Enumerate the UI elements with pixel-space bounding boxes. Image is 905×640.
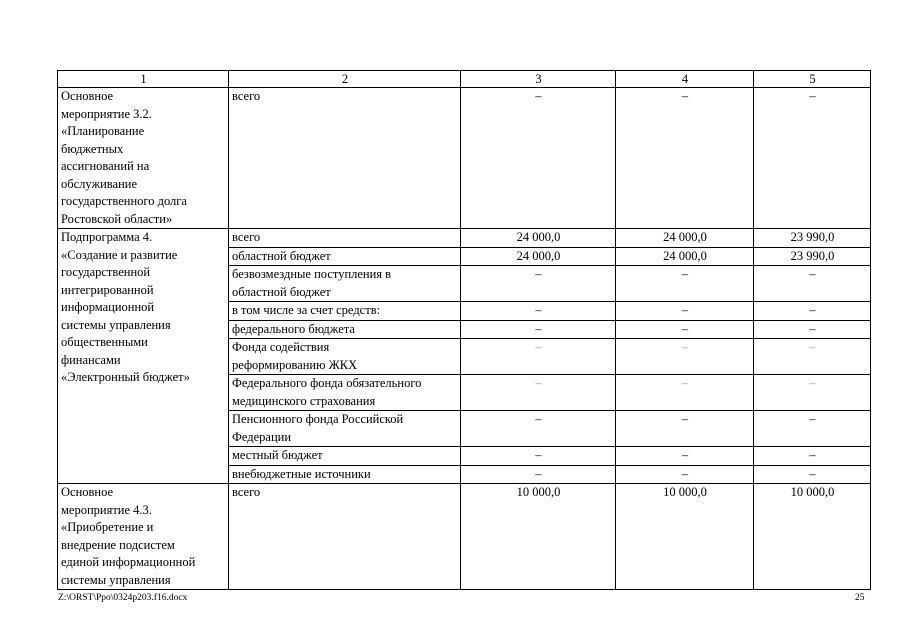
value-cell-col4: –: [616, 302, 754, 321]
funding-source-cell: в том числе за счет средств:: [229, 302, 461, 321]
footer-file-path: Z:\ORST\Ppo\0324p203.f16.docx: [58, 593, 188, 603]
value-cell-col3: –: [461, 375, 616, 411]
value-cell-col4: 10 000,0: [616, 484, 754, 590]
table-row: [58, 88, 871, 229]
value-cell-col3: –: [461, 411, 616, 447]
value-cell-col5: 23 990,0: [754, 247, 871, 266]
value-cell-col3: 24 000,0: [461, 229, 616, 248]
value-cell-col5: –: [754, 88, 871, 229]
value-cell-col5: –: [754, 302, 871, 321]
value-cell-col3: 10 000,0: [461, 484, 616, 590]
budget-table: [57, 70, 871, 590]
table-row: [58, 229, 871, 248]
table-body: [58, 88, 871, 590]
value-cell-col5: 10 000,0: [754, 484, 871, 590]
value-cell-col4: –: [616, 411, 754, 447]
funding-source-cell: всего: [229, 229, 461, 248]
value-cell-col4: –: [616, 320, 754, 339]
value-cell-col4: –: [616, 339, 754, 375]
value-cell-col3: 24 000,0: [461, 247, 616, 266]
funding-source-cell: Пенсионного фонда Российской Федерации: [229, 411, 461, 447]
column-header-3: 3: [461, 71, 616, 88]
funding-source-cell: всего: [229, 88, 461, 229]
value-cell-col4: –: [616, 88, 754, 229]
funding-source-cell: федерального бюджета: [229, 320, 461, 339]
header-row: [58, 71, 871, 88]
value-cell-col5: –: [754, 447, 871, 466]
value-cell-col5: –: [754, 411, 871, 447]
funding-source-cell: Федерального фонда обязательного медицинского страхования: [229, 375, 461, 411]
column-header-1: 1: [58, 71, 229, 88]
funding-source-cell: местный бюджет: [229, 447, 461, 466]
funding-source-cell: Фонда содействия реформированию ЖКХ: [229, 339, 461, 375]
value-cell-col5: –: [754, 375, 871, 411]
value-cell-col4: 24 000,0: [616, 229, 754, 248]
value-cell-col3: –: [461, 302, 616, 321]
value-cell-col5: 23 990,0: [754, 229, 871, 248]
value-cell-col3: –: [461, 88, 616, 229]
value-cell-col4: –: [616, 266, 754, 302]
column-header-4: 4: [616, 71, 754, 88]
program-name-cell: Основное мероприятие 3.2. «Планирование бюджетных ассигнований на обслуживание государственного долга Ростовской области»: [58, 88, 229, 229]
table-row: [58, 484, 871, 590]
column-header-5: 5: [754, 71, 871, 88]
footer-page-number: 25: [855, 593, 865, 603]
value-cell-col3: –: [461, 447, 616, 466]
program-name-cell: Основное мероприятие 4.3. «Приобретение и внедрение подсистем единой информационной системы управления: [58, 484, 229, 590]
funding-source-cell: областной бюджет: [229, 247, 461, 266]
value-cell-col4: –: [616, 447, 754, 466]
value-cell-col5: –: [754, 465, 871, 484]
value-cell-col4: –: [616, 375, 754, 411]
value-cell-col4: 24 000,0: [616, 247, 754, 266]
funding-source-cell: безвозмездные поступления в областной бюджет: [229, 266, 461, 302]
column-header-2: 2: [229, 71, 461, 88]
program-name-cell: Подпрограмма 4. «Создание и развитие государственной интегрированной информационной системы управления общественными финансами «Электронный бюджет»: [58, 229, 229, 484]
value-cell-col4: –: [616, 465, 754, 484]
value-cell-col3: –: [461, 266, 616, 302]
funding-source-cell: всего: [229, 484, 461, 590]
value-cell-col3: –: [461, 320, 616, 339]
value-cell-col3: –: [461, 339, 616, 375]
value-cell-col5: –: [754, 266, 871, 302]
value-cell-col5: –: [754, 320, 871, 339]
funding-source-cell: внебюджетные источники: [229, 465, 461, 484]
value-cell-col5: –: [754, 339, 871, 375]
value-cell-col3: –: [461, 465, 616, 484]
